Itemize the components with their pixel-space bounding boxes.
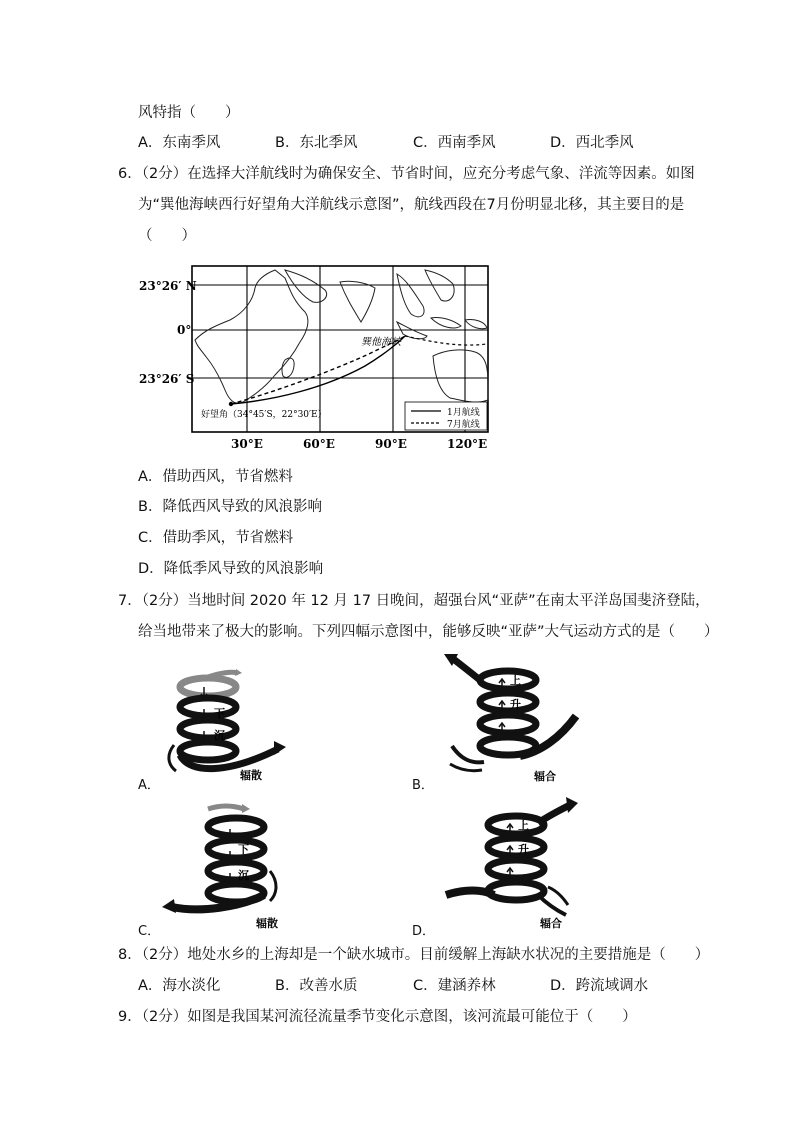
legend-july: 7月航线 <box>447 420 480 430</box>
diagram-c-word2: 沉 <box>238 869 249 882</box>
lon-label-90: 90°E <box>375 437 407 451</box>
q7-option-c-letter[interactable]: C． <box>138 924 161 939</box>
map-legend <box>405 402 487 430</box>
q6-stem-line3: （ ） <box>138 228 196 244</box>
q8-stem: 8．（2分）地处水乡的上海却是一个缺水城市。目前缓解上海缺水状况的主要措施是（ ） <box>118 947 710 963</box>
q5-option-b[interactable]: B．东北季风 <box>275 135 358 151</box>
q8-option-c[interactable]: C．建涵养林 <box>413 978 496 994</box>
diagram-a-word1: 下 <box>214 707 225 720</box>
q7-stem-line2: 给当地带来了极大的影响。下列四幅示意图中，能够反映“亚萨”大气运动方式的是（ ） <box>138 624 719 640</box>
diagram-b-rising-convergence <box>430 652 590 787</box>
q8-option-a[interactable]: A．海水淡化 <box>138 978 221 994</box>
q5-option-c[interactable]: C．西南季风 <box>413 135 496 151</box>
diagram-a-sinking-divergence <box>160 655 300 785</box>
q6-option-b[interactable]: B．降低西风导致的风浪影响 <box>138 499 322 515</box>
q7-option-a-letter[interactable]: A． <box>138 778 160 793</box>
diagram-d-foot: 辐合 <box>540 917 562 930</box>
legend-january: 1月航线 <box>447 408 480 418</box>
q5-option-d[interactable]: D．西北季风 <box>550 135 634 151</box>
q6-stem-line1: 6．（2分）在选择大洋航线时为确保安全、节省时间，应充分考虑气象、洋流等因素。如图 <box>118 166 695 182</box>
diagram-c-sinking-divergence <box>160 795 300 930</box>
q6-stem-line2: 为“巽他海峡西行好望角大洋航线示意图”，航线西段在7月份明显北移，其主要目的是 <box>138 197 685 213</box>
diagram-a-foot: 辐散 <box>240 769 262 782</box>
lon-label-30: 30°E <box>231 437 263 451</box>
diagram-c-word1: 下 <box>238 843 249 856</box>
diagram-b-word2: 升 <box>510 698 521 711</box>
q7-option-d-letter[interactable]: D． <box>412 924 436 939</box>
lat-label-equator: 0° <box>177 323 192 337</box>
q6-option-c[interactable]: C．借助季风，节省燃料 <box>138 530 294 546</box>
q8-option-d[interactable]: D．跨流域调水 <box>550 978 649 994</box>
cape-label: 好望角（34°45′S，22°30′E） <box>201 410 327 420</box>
q5-option-a[interactable]: A．东南季风 <box>138 135 221 151</box>
lat-label-north: 23°26′ N <box>139 279 197 293</box>
lon-label-120: 120°E <box>447 437 488 451</box>
diagram-d-word1: 上 <box>518 819 529 832</box>
diagram-b-foot: 辐合 <box>534 770 556 783</box>
q9-stem: 9．（2分）如图是我国某河流径流量季节变化示意图，该河流最可能位于（ ） <box>118 1009 637 1025</box>
diagram-d-word2: 升 <box>518 843 529 856</box>
q8-option-b[interactable]: B．改善水质 <box>275 978 358 994</box>
q7-option-b-letter[interactable]: B． <box>412 778 434 793</box>
q6-option-a[interactable]: A．借助西风，节省燃料 <box>138 469 293 485</box>
q5-stem-tail: 风特指（ ） <box>138 105 240 121</box>
diagram-a-word2: 沉 <box>214 729 225 742</box>
lat-label-south: 23°26′ S <box>139 372 195 386</box>
q7-stem-line1: 7．（2分）当地时间 2020 年 12 月 17 日晚间，超强台风“亚萨”在南太平洋岛国斐济登陆， <box>118 593 710 609</box>
strait-label: 巽他海峡 <box>361 337 401 348</box>
diagram-b-word1: 上 <box>510 674 521 687</box>
diagram-d-rising-convergence <box>438 795 588 930</box>
q6-route-map <box>135 260 500 455</box>
q6-option-d[interactable]: D．降低季风导致的风浪影响 <box>138 561 324 577</box>
diagram-c-foot: 辐散 <box>256 917 278 930</box>
lon-label-60: 60°E <box>303 437 335 451</box>
cape-point <box>229 402 233 406</box>
